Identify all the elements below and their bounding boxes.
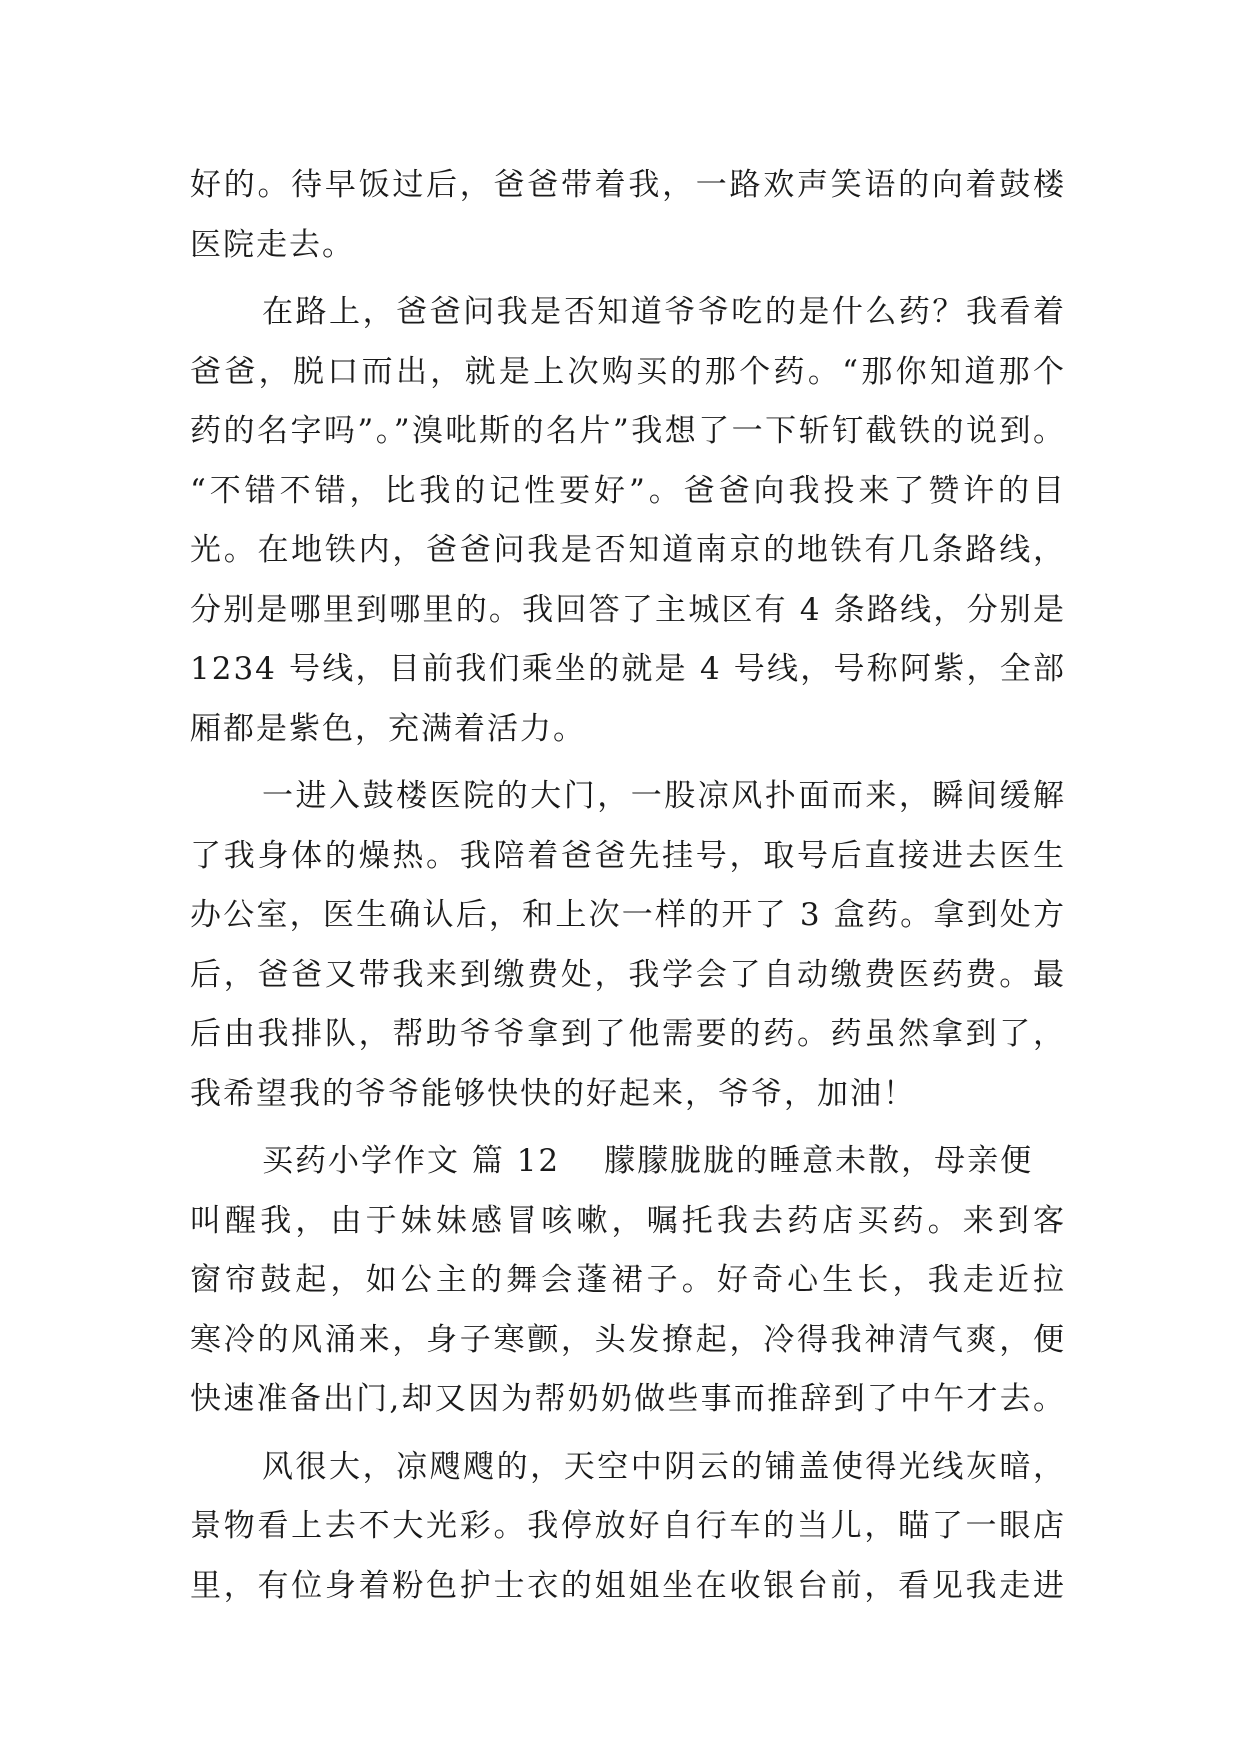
text-line	[190, 1132, 1066, 1192]
text-line: 寒冷的风涌来，身子寒颤，头发撩起，冷得我神清气爽，便	[190, 1321, 1066, 1358]
text-line: 医院走去。	[190, 226, 355, 263]
text-line: 在路上，爸爸问我是否知道爷爷吃的是什么药？我看着	[262, 294, 1066, 330]
paragraph-5	[190, 1438, 1066, 1617]
text-line: 1234 号线，目前我们乘坐的就是 4 号线，号称阿紫，全部	[190, 651, 1066, 687]
paragraph-1	[190, 156, 1066, 275]
text-line: 我希望我的爷爷能够快快的好起来，爷爷，加油！	[190, 1075, 916, 1112]
paragraph-3	[190, 767, 1066, 1124]
text-line-tail: 朦朦胧胧的睡意未散，母亲便	[604, 1143, 1034, 1179]
text-line: 里，有位身着粉色护士衣的姐姐坐在收银台前，看见我走进	[190, 1567, 1066, 1604]
text-line: 后，爸爸又带我来到缴费处，我学会了自动缴费医药费。最	[190, 956, 1066, 993]
text-line: 一进入鼓楼医院的大门，一股凉风扑面而来，瞬间缓解	[262, 778, 1066, 814]
text-line: 办公室，医生确认后，和上次一样的开了 3 盒药。拿到处方	[190, 897, 1066, 933]
text-line: 好的。待早饭过后，爸爸带着我，一路欢声笑语的向着鼓楼	[190, 167, 1066, 203]
text-line: 光。在地铁内，爸爸问我是否知道南京的地铁有几条路线，	[190, 532, 1066, 568]
section-heading: 买药小学作文 篇 12	[262, 1143, 561, 1179]
text-line: 爸爸，脱口而出，就是上次购买的那个药。“那你知道那个	[190, 353, 1066, 390]
text-line: 快速准备出门,却又因为帮奶奶做些事而推辞到了中午才去。	[190, 1381, 1066, 1417]
text-line: “不错不错，比我的记性要好”。爸爸向我投来了赞许的目	[190, 472, 1066, 509]
paragraph-4	[190, 1132, 1066, 1430]
text-line: 厢都是紫色，充满着活力。	[190, 710, 586, 747]
text-line: 分别是哪里到哪里的。我回答了主城区有 4 条路线，分别是	[190, 591, 1066, 628]
essay-body	[190, 156, 1066, 1616]
text-line: 窗帘鼓起，如公主的舞会蓬裙子。好奇心生长，我走近拉	[190, 1262, 1066, 1298]
text-line: 叫醒我，由于妹妹感冒咳嗽，嘱托我去药店买药。来到客	[190, 1202, 1066, 1239]
paragraph-2	[190, 283, 1066, 759]
text-line: 后由我排队，帮助爷爷拿到了他需要的药。药虽然拿到了，	[190, 1016, 1066, 1052]
text-line: 景物看上去不大光彩。我停放好自行车的当儿，瞄了一眼店	[190, 1508, 1066, 1544]
text-line: 药的名字吗”。”溴吡斯的名片”我想了一下斩钉截铁的说到。	[190, 413, 1066, 449]
text-line: 风很大，凉飕飕的，天空中阴云的铺盖使得光线灰暗，	[262, 1448, 1066, 1485]
text-line: 了我身体的燥热。我陪着爸爸先挂号，取号后直接进去医生	[190, 837, 1066, 874]
